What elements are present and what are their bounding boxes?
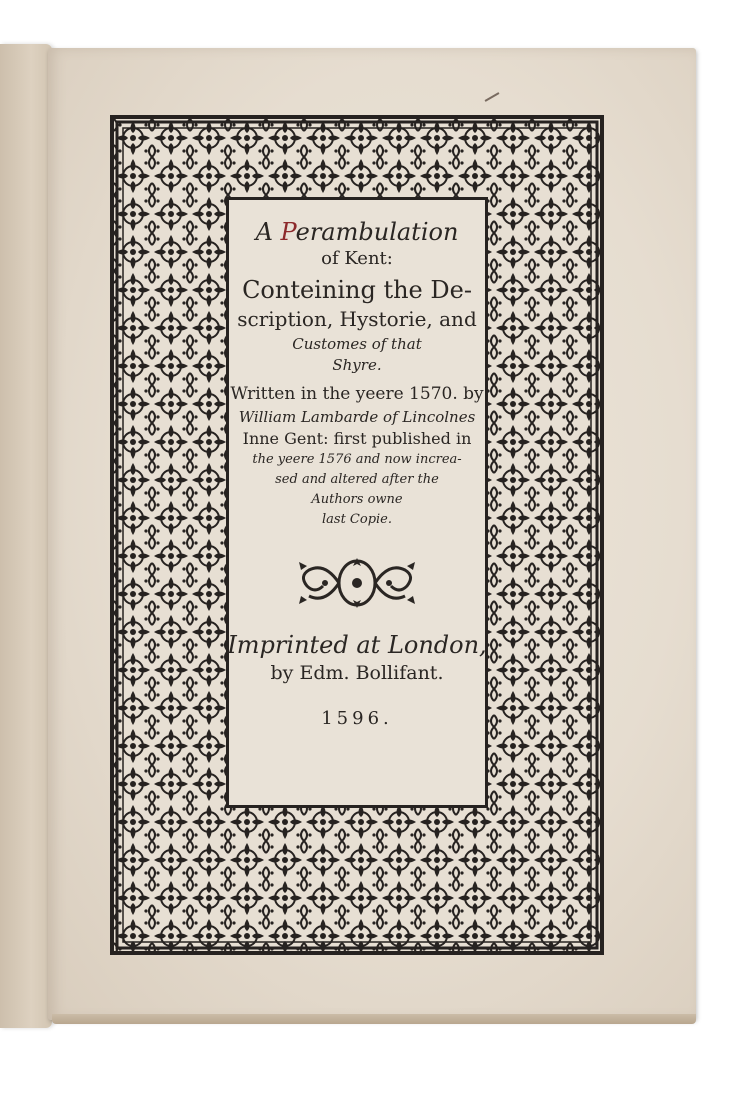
publication-year: 1596. — [321, 708, 393, 729]
printers-fleuron-icon — [295, 552, 419, 614]
title-text-block — [226, 205, 488, 732]
imprint-line-1: Imprinted at London, — [227, 631, 487, 659]
imprint-line-2: by Edm. Bollifant. — [270, 662, 444, 684]
subtitle-line-4: Shyre. — [332, 356, 382, 374]
subtitle-line-1: Conteining the De- — [242, 276, 472, 304]
author-line-2: William Lambarde of Lincolnes — [238, 408, 476, 426]
subtitle-line-2: scription, Hystorie, and — [237, 307, 477, 331]
book-cover-left — [0, 44, 52, 1028]
author-line-3: Inne Gent: first published in — [242, 429, 472, 448]
author-line-1: Written in the yeere 1570. by — [230, 384, 484, 404]
title-rubric-letter: P — [280, 218, 296, 246]
page-edges — [52, 1014, 696, 1024]
author-line-4: the yeere 1576 and now increa- — [252, 452, 462, 467]
author-line-7: last Copie. — [321, 512, 392, 527]
author-line-5: sed and altered after the — [275, 472, 439, 487]
author-line-6: Authors owne — [311, 492, 403, 507]
subtitle-line-3: Customes of that — [292, 335, 422, 353]
title-line-1: A Perambulation — [255, 218, 459, 246]
title-line-2: of Kent: — [321, 248, 393, 269]
